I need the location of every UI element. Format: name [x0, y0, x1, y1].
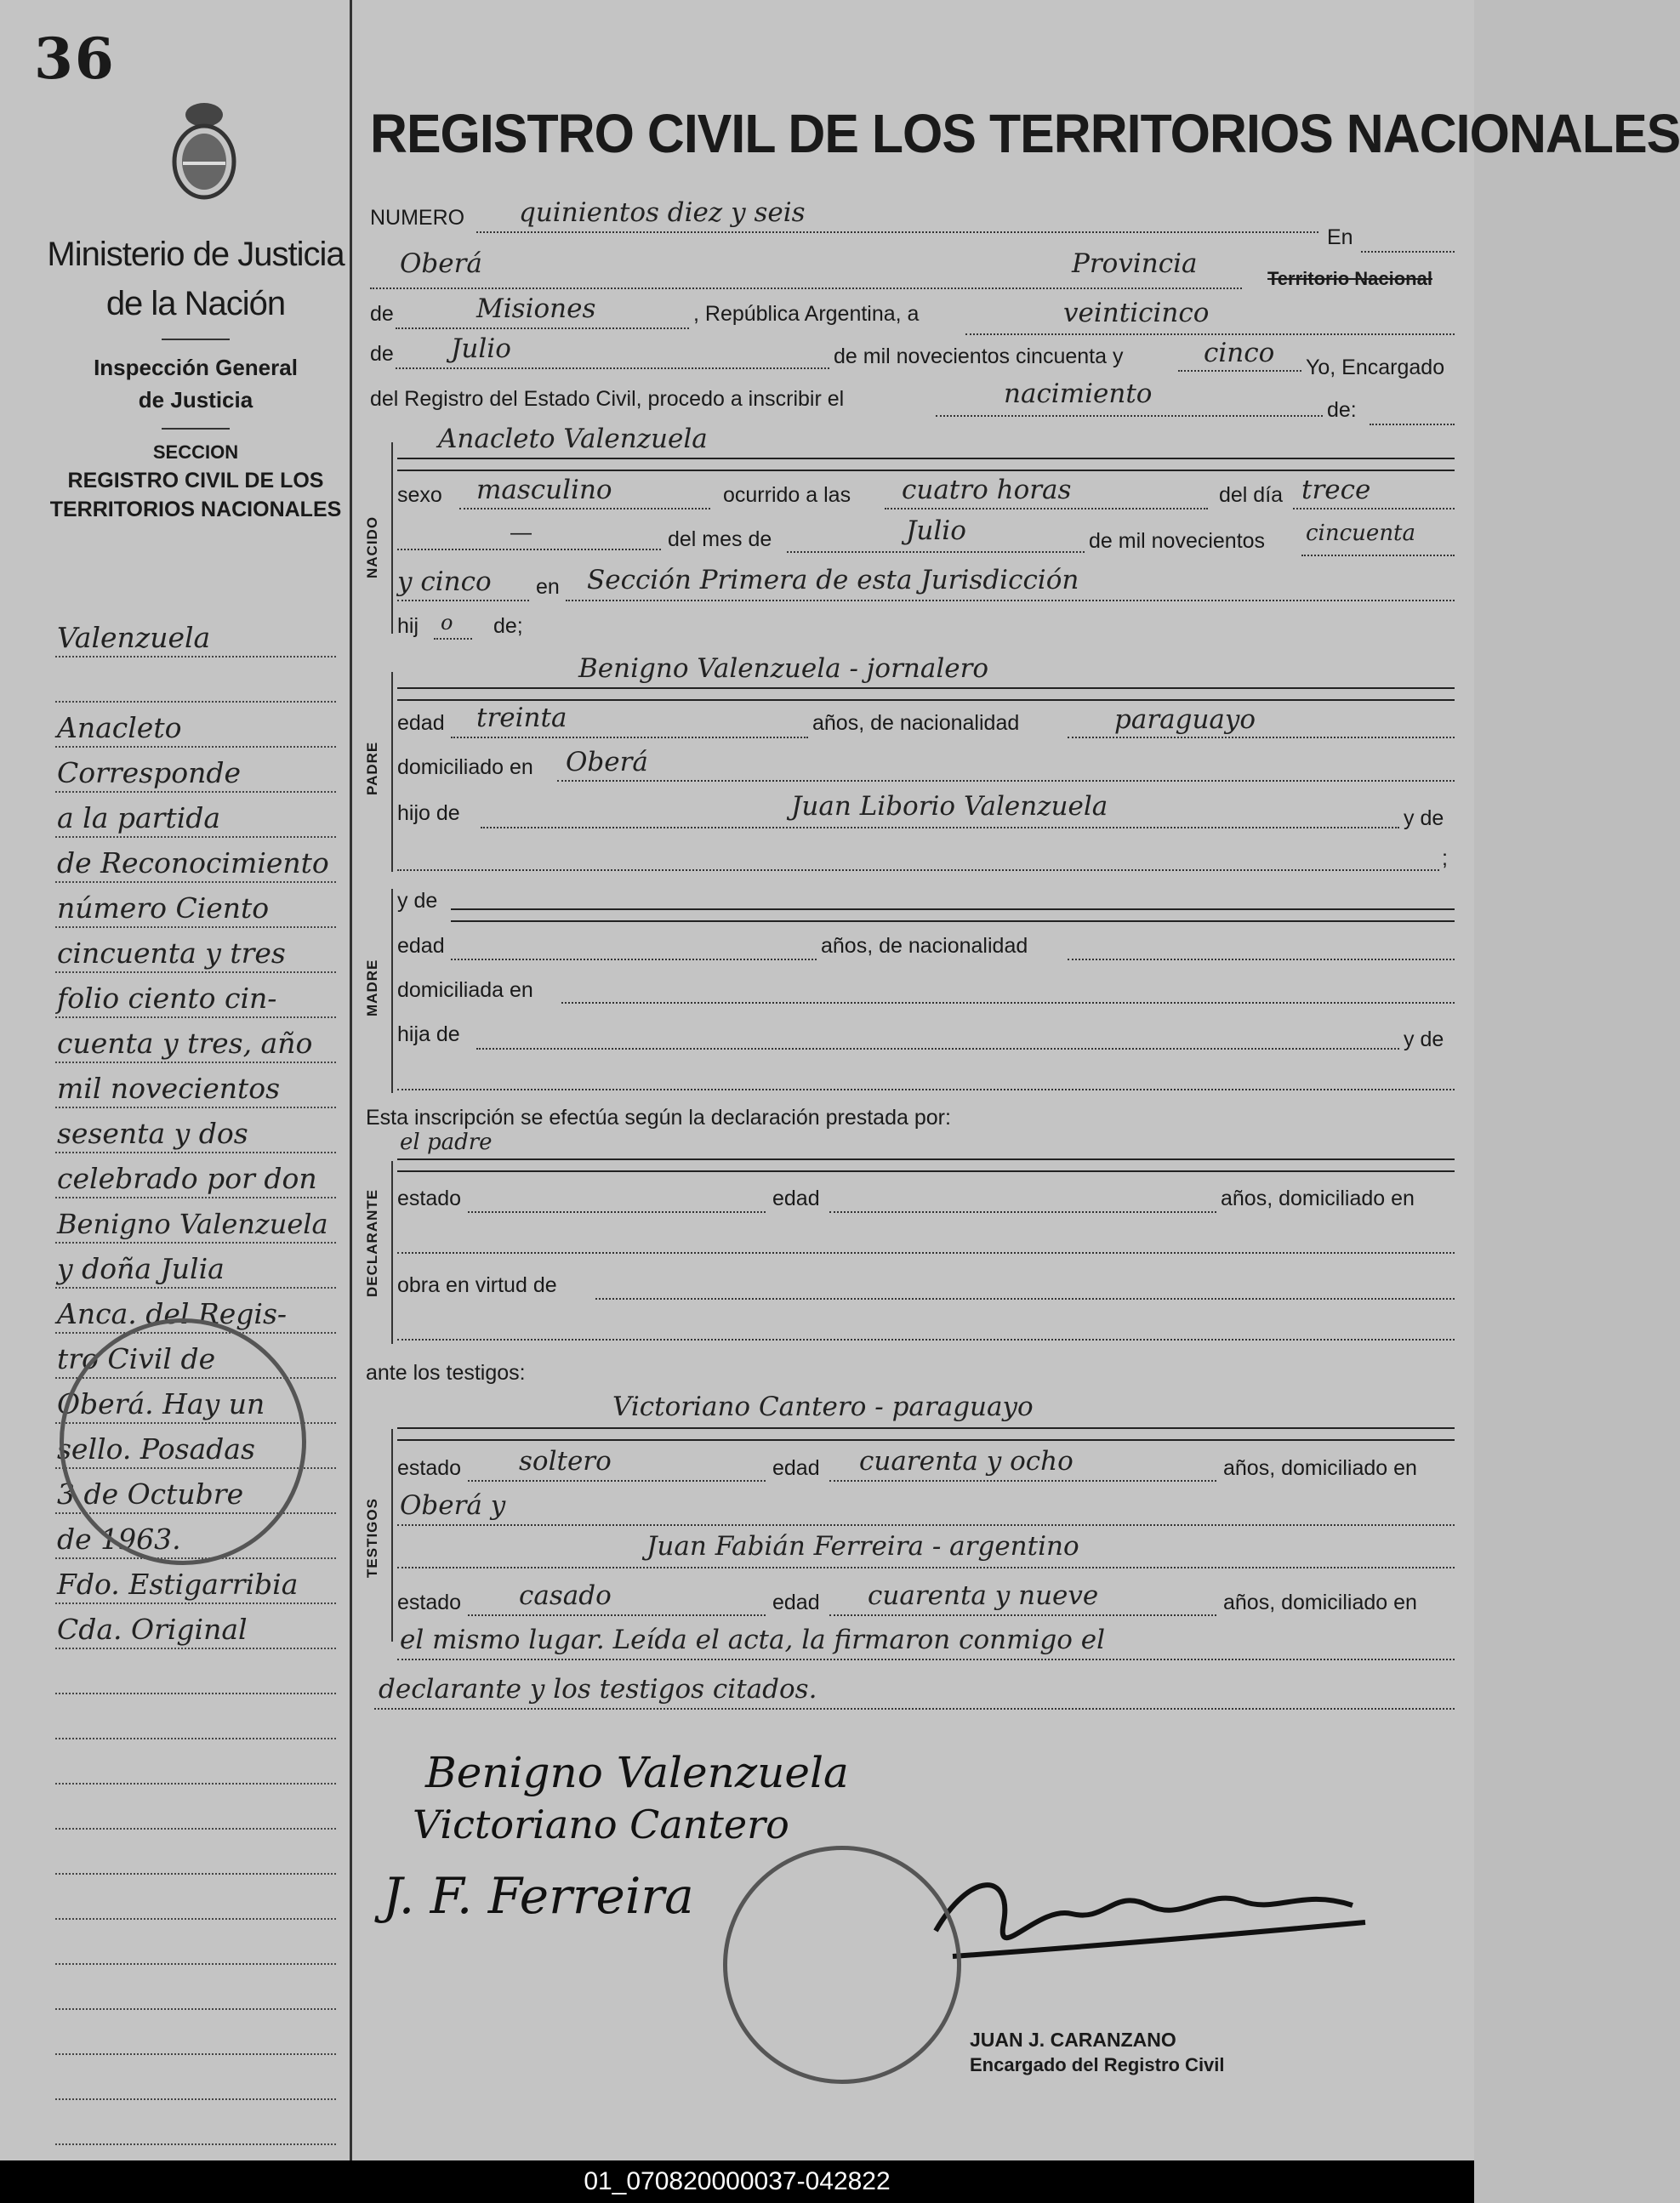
madre-hija-label: hija de [397, 1022, 460, 1046]
margin-note: mil novecientos [57, 1072, 281, 1105]
margin-note: Valenzuela [57, 621, 211, 654]
act-value: nacimiento [1004, 379, 1153, 409]
declaracion-value: el padre [400, 1130, 493, 1155]
padre-side-label: PADRE [364, 741, 380, 795]
mil-label: de mil novecientos [1089, 529, 1266, 553]
testigo2-value: Juan Fabián Ferreira - argentino [646, 1531, 1079, 1562]
margin-line [55, 1830, 336, 1875]
ministry-line2: de la Nación [105, 285, 286, 322]
margin-line [55, 1063, 336, 1108]
padre-name: Benigno Valenzuela - jornalero [578, 653, 989, 684]
margin-line [55, 1198, 336, 1244]
t1-edad-value: cuarenta y ocho [859, 1446, 1073, 1477]
margin-note: a la partida [57, 801, 221, 834]
closing-line1: el mismo lugar. Leída el acta, la firmaron conmigo el [400, 1625, 1106, 1655]
t1-anios-label: años, domiciliado en [1223, 1456, 1417, 1480]
margin-note: número Ciento [57, 891, 270, 925]
testigos-intro: ante los testigos: [366, 1361, 526, 1385]
margin-line [55, 1559, 336, 1604]
madre-anios-label: años, de nacionalidad [821, 934, 1028, 958]
footer-id: 01_070820000037-042822 [0, 2160, 1474, 2203]
margin-line [55, 1694, 336, 1739]
madre-side-label: MADRE [364, 959, 380, 1016]
inspection-name [47, 351, 345, 416]
ministry-line1: Ministerio de Justicia [47, 236, 345, 273]
declarante-edad-label: edad [772, 1187, 820, 1210]
official-name: JUAN J. CARANZANO [970, 2029, 1176, 2051]
margin-line [55, 612, 336, 657]
margin-line [55, 1875, 336, 1920]
margin-line [55, 2055, 336, 2100]
padre-domic-value: Oberá [566, 747, 648, 777]
margin-note: folio ciento cin- [57, 982, 277, 1015]
ocurrido-label: ocurrido a las [723, 483, 851, 507]
obra-label: obra en virtud de [397, 1273, 557, 1297]
de-label: de [370, 302, 394, 326]
margin-note: 3 de Octubre [57, 1477, 244, 1511]
padre-domic-label: domiciliado en [397, 755, 533, 779]
sexo-value: masculino [476, 475, 612, 505]
margin-line [55, 1965, 336, 2010]
nacido-name: Anacleto Valenzuela [438, 424, 708, 454]
margin-note: Fdo. Estigarribia [57, 1568, 299, 1601]
t1-estado-value: soltero [519, 1446, 612, 1477]
t2-estado-value: casado [519, 1580, 612, 1611]
margin-line [55, 2100, 336, 2145]
t2-edad-value: cuarenta y nueve [868, 1580, 1099, 1611]
section-label: SECCION [152, 441, 239, 463]
sexo-label: sexo [397, 483, 442, 507]
testigos-side-label: TESTIGOS [364, 1498, 380, 1578]
hijo-label: hij [397, 614, 419, 638]
closing-line2: declarante y los testigos citados. [379, 1674, 817, 1705]
padre-anios-label: años, de nacionalidad [812, 711, 1020, 735]
margin-line [55, 2010, 336, 2055]
lugar-value: Sección Primera de esta Jurisdicción [587, 565, 1079, 595]
del-dia-label: del día [1219, 483, 1284, 507]
margin-note: sesenta y dos [57, 1117, 248, 1150]
declarante-anios-label: años, domiciliado en [1221, 1187, 1415, 1210]
margin-line [55, 1604, 336, 1649]
republica-label: , República Argentina, a [693, 302, 920, 326]
margin-note: de 1963. [57, 1523, 181, 1556]
margin-line [55, 1649, 336, 1694]
de-semicolon-label: de; [493, 614, 523, 638]
yo-label: Yo, Encargado [1306, 356, 1445, 379]
margin-note: cincuenta y tres [57, 936, 286, 970]
margin-note: Anca. del Regis- [57, 1297, 288, 1330]
declarante-side-label: DECLARANTE [364, 1188, 380, 1297]
margin-line [55, 1244, 336, 1289]
hijo-value: o [441, 611, 453, 635]
inspection-line2: de Justicia [138, 387, 253, 413]
month-value: Julio [451, 333, 511, 364]
en-label-nacido: en [536, 575, 560, 599]
anio-value2: y cinco [397, 566, 492, 597]
registry-stamp-icon [723, 1846, 961, 2084]
t2-edad-label: edad [772, 1591, 820, 1614]
margin-line [55, 973, 336, 1018]
dash-mark: — [510, 521, 532, 544]
margin-line [55, 1920, 336, 1965]
margin-line [55, 748, 336, 793]
official-signature-icon [902, 1854, 1378, 1982]
dia-value: trece [1301, 475, 1371, 505]
margin-line [55, 703, 336, 748]
section-line1: REGISTRO CIVIL DE LOS [67, 469, 324, 492]
provincia-value: Provincia [1072, 248, 1198, 279]
declarante-estado-label: estado [397, 1187, 462, 1210]
margin-line [55, 838, 336, 883]
margin-line [55, 1739, 336, 1785]
del-mes-label: del mes de [668, 527, 772, 551]
margin-note: Anacleto [57, 711, 182, 744]
inspection-line1: Inspección General [94, 355, 298, 380]
de3-label: de: [1327, 398, 1357, 422]
page-number: 36 [34, 26, 116, 92]
margin-note: cuenta y tres, año [57, 1027, 313, 1060]
padre-hijo-value: Juan Liborio Valenzuela [791, 791, 1108, 822]
t1-domic-value: Oberá y [400, 1490, 506, 1521]
day-value: veinticinco [1063, 298, 1210, 328]
signature-ferreira: J. F. Ferreira [383, 1867, 694, 1925]
ministry-name [47, 230, 345, 328]
section-name [47, 466, 345, 524]
margin-line [55, 793, 336, 838]
t1-edad-label: edad [772, 1456, 820, 1480]
t2-estado-label: estado [397, 1591, 462, 1614]
margin-line [55, 1153, 336, 1198]
de2-label: de [370, 342, 394, 366]
numero-label: NUMERO [370, 206, 465, 230]
margin-note: de Reconocimiento [57, 846, 329, 879]
declaracion-intro: Esta inscripción se efectúa según la declaración prestada por: [366, 1106, 951, 1130]
territorio-label: Territorio Nacional [1267, 268, 1432, 289]
padre-semicolon: ; [1442, 846, 1448, 870]
margin-note: sello. Posadas [57, 1432, 255, 1466]
official-title: Encargado del Registro Civil [970, 2054, 1225, 2075]
margin-note: Corresponde [57, 756, 242, 789]
section-line2: TERRITORIOS NACIONALES [49, 498, 342, 521]
margin-stamp-icon [60, 1318, 306, 1565]
margin-line [55, 657, 336, 703]
margin-note: y doña Julia [57, 1252, 225, 1285]
padre-yde-label: y de [1404, 806, 1444, 830]
t1-estado-label: estado [397, 1456, 462, 1480]
margin-line [55, 1018, 336, 1063]
signature-benigno: Benigno Valenzuela [425, 1748, 849, 1797]
margin-note: Benigno Valenzuela [57, 1208, 328, 1240]
province-name: Misiones [476, 293, 596, 324]
madre-domic-label: domiciliada en [397, 978, 533, 1002]
nacido-side-label: NACIDO [364, 515, 380, 578]
numero-value: quinientos diez y seis [519, 197, 806, 228]
margin-note: Cda. Original [57, 1613, 248, 1646]
margin-line [55, 1785, 336, 1830]
padre-edad-value: treinta [476, 703, 567, 733]
margin-line [55, 928, 336, 973]
anio-value1: cincuenta [1306, 521, 1416, 546]
place-value: Oberá [400, 248, 482, 279]
en-label: En [1327, 225, 1353, 249]
madre-yde-label: y de [397, 889, 438, 913]
registro-label: del Registro del Estado Civil, procedo a inscribir el [370, 387, 845, 411]
margin-note: tro Civil de [57, 1342, 216, 1375]
signature-victoriano: Victoriano Cantero [413, 1802, 789, 1847]
madre-yde2-label: y de [1404, 1027, 1444, 1051]
t2-anios-label: años, domiciliado en [1223, 1591, 1417, 1614]
year-label: de mil novecientos cincuenta y [834, 344, 1124, 368]
testigo1-value: Victoriano Cantero - paraguayo [612, 1392, 1034, 1422]
margin-note: celebrado por don [57, 1162, 317, 1195]
year-value: cinco [1204, 338, 1275, 368]
madre-edad-label: edad [397, 934, 445, 958]
padre-nac-value: paraguayo [1114, 704, 1256, 735]
padre-hijo-label: hijo de [397, 801, 460, 825]
column-divider [350, 0, 352, 2160]
form-title: REGISTRO CIVIL DE LOS TERRITORIOS NACIONALES [370, 103, 1680, 164]
margin-line [55, 1108, 336, 1153]
padre-edad-label: edad [397, 711, 445, 735]
coat-of-arms-icon [166, 98, 242, 200]
mes-value: Julio [906, 515, 966, 546]
margin-note: Oberá. Hay un [57, 1387, 265, 1420]
hora-value: cuatro horas [902, 475, 1072, 505]
margin-line [55, 883, 336, 928]
